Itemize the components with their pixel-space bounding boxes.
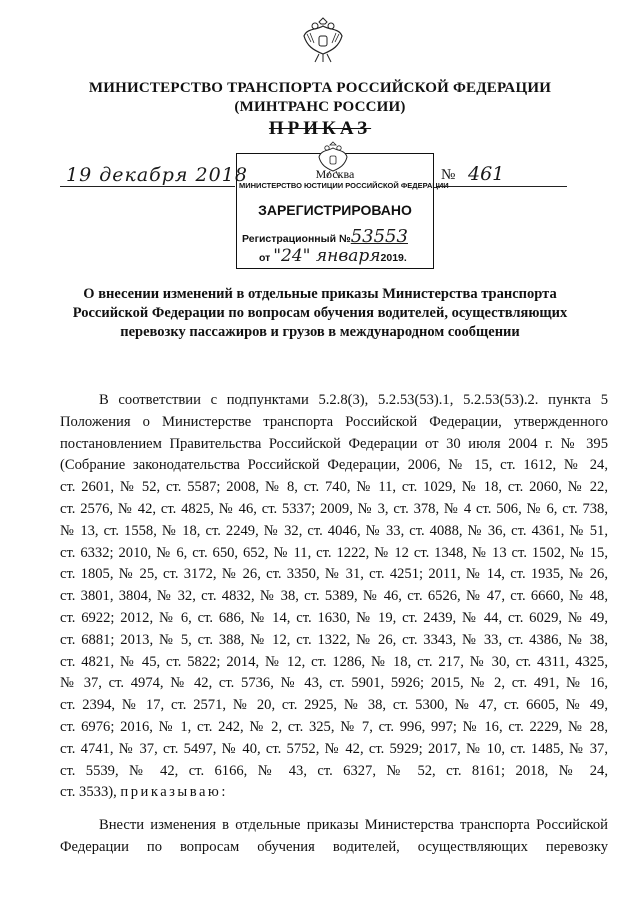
body-line: ст. 2394, № 17, ст. 2571, № 20, ст. 2925, № 38, ст. 5300, № 47, ст. 6605, № 49,	[60, 697, 608, 714]
body2-line: Федерации по вопросам обучения водителей, осуществляющих перевозку	[60, 838, 608, 855]
body-line: ст. 2576, № 42, ст. 4825, № 46, ст. 5337; 2009, № 3, ст. 378, № 4 ст. 506, № 6, ст. 738,	[60, 500, 608, 517]
body-line: постановлением Правительства Российской Федерации от 30 июля 2004 г. № 395	[60, 435, 608, 452]
operative-paragraph	[60, 815, 608, 859]
body-line: (Собрание законодательства Российской Федерации, 2006, № 15, ст. 1612, № 24,	[60, 457, 608, 474]
order-word: приказываю:	[120, 784, 228, 801]
order-number: 461	[468, 163, 505, 185]
document-title	[55, 285, 585, 342]
stamp-date-prefix: от	[259, 252, 271, 264]
stamp-status: ЗАРЕГИСТРИРОВАНО	[258, 202, 412, 218]
stamp-city: Москва	[315, 167, 355, 181]
stamp-authority: МИНИСТЕРСТВО ЮСТИЦИИ РОССИЙСКОЙ ФЕДЕРАЦИИ	[239, 181, 449, 190]
body-line: ст. 6332; 2010, № 6, ст. 650, 652, № 11, ст. 1222, № 12 ст. 1348, № 13 ст. 1502, № 15,	[60, 544, 608, 561]
body-line: ст. 2601, № 52, ст. 5587; 2008, № 8, ст. 740, № 11, ст. 1029, № 18, ст. 2060, № 22,	[60, 479, 608, 496]
body-line: ст. 3801, 3804, № 32, ст. 4832, № 38, ст. 5389, № 46, ст. 6526, № 47, ст. 6660, № 48,	[60, 588, 608, 605]
body-line: ст. 6976; 2016, № 1, ст. 242, № 2, ст. 325, № 7, ст. 996, 997; № 16, ст. 2229, № 28,	[60, 718, 608, 735]
body-line: ст. 6881; 2013, № 5, ст. 388, № 12, ст. 1322, № 26, ст. 3343, № 33, ст. 4386, № 38,	[60, 631, 608, 648]
order-number-sign: №	[441, 167, 456, 183]
ministry-name: МИНИСТЕРСТВО ТРАНСПОРТА РОССИЙСКОЙ ФЕДЕРАЦИИ	[88, 80, 552, 96]
body-line: № 13, ст. 1558, № 18, ст. 2249, № 32, ст. 4046, № 33, ст. 4088, № 36, ст. 4361, № 51,	[60, 522, 608, 539]
registration-stamp	[236, 153, 449, 269]
body-line: ст. 1805, № 25, ст. 3172, № 26, ст. 3350, № 31, ст. 4251; 2011, № 14, ст. 1935, № 26,	[60, 566, 608, 583]
stamp-registration-date-line	[259, 246, 407, 266]
body-line: ст. 5539, № 42, ст. 6166, № 43, ст. 6327, № 52, ст. 8161; 2018, № 24,	[60, 762, 608, 779]
number-underline	[437, 186, 567, 187]
body-last-line	[60, 782, 608, 804]
preamble-paragraph	[60, 390, 608, 804]
body-line: ст. 4741, № 37, ст. 5497, № 40, ст. 5752, № 42, ст. 5929; 2017, № 10, ст. 1485, № 37,	[60, 740, 608, 757]
body-line: В соответствии с подпунктами 5.2.8(3), 5.2.53(53).1, 5.2.53(53).2. пункта 5	[99, 392, 608, 408]
stamp-registration-number-line	[242, 226, 408, 247]
stamp-date-year: 2019.	[380, 252, 407, 264]
body-line: Положения о Министерстве транспорта Российской Федерации, утвержденного	[60, 413, 608, 430]
coat-of-arms-emblem	[301, 12, 345, 64]
title-line: перевозку пассажиров и грузов в международном сообщении	[120, 324, 520, 340]
body2-line: Внести изменения в отдельные приказы Министерства транспорта Российской	[99, 817, 608, 833]
stamp-reg-number: 53553	[350, 226, 408, 247]
body-line: № 37, ст. 4974, № 42, ст. 5736, № 43, ст. 5901, 5926; 2015, № 2, ст. 491, № 16,	[60, 675, 608, 692]
stamp-reg-label: Регистрационный №	[242, 233, 351, 245]
order-date: 19 декабря 2018	[66, 164, 248, 186]
date-underline	[60, 186, 235, 187]
title-line: Российской Федерации по вопросам обучения водителей, осуществляющих	[72, 305, 568, 321]
body-last-text: ст. 3533),	[60, 784, 117, 801]
body-line: ст. 6922; 2012, № 6, ст. 686, № 14, ст. 1630, № 19, ст. 2439, № 44, ст. 6029, № 49,	[60, 609, 608, 626]
document-type-heading	[0, 118, 640, 140]
ministry-abbreviation: (МИНТРАНС РОССИИ)	[234, 99, 406, 115]
stamp-date: "24" января	[273, 246, 381, 266]
title-line: О внесении изменений в отдельные приказы Министерства транспорта	[83, 286, 557, 302]
body-line: ст. 4821, № 45, ст. 5822; 2014, № 12, ст. 1286, № 18, ст. 217, № 30, ст. 4311, 4325,	[60, 653, 608, 670]
document-type-text: ПРИКАЗ	[268, 118, 372, 139]
